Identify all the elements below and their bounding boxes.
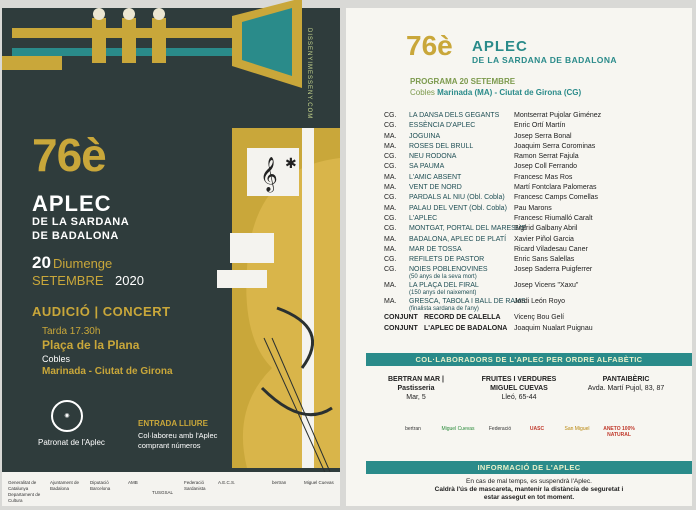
sardana-title: VENT DE NORD <box>409 184 462 192</box>
sardana-title: L'AMIC ABSENT <box>409 173 462 181</box>
programa-heading: PROGRAMA 20 SETEMBRE <box>410 77 516 86</box>
composer: Ramon Serrat Fajula <box>514 153 579 161</box>
program-row <box>384 224 684 234</box>
cobla: MA. <box>384 142 397 150</box>
cobla: CG. <box>384 266 397 274</box>
collaborator-name: BERTRAN MAR | Pastisseria <box>387 376 444 392</box>
collab-line-2: comprant números <box>138 441 201 450</box>
cobla: MA. <box>384 245 397 253</box>
composer: Vicenç Bou Gelí <box>514 314 565 322</box>
cobla: CG. <box>384 256 397 264</box>
cobla: CG. <box>384 153 397 161</box>
program-row <box>384 235 684 245</box>
event-place: Plaça de la Plana <box>42 338 140 352</box>
edition-number: 76è <box>406 30 453 61</box>
sponsor-logo: AMB <box>128 480 138 485</box>
sardana-note: (150 anys del naixement) <box>409 290 477 297</box>
program-panel <box>346 8 692 506</box>
svg-text:✱: ✱ <box>285 155 297 171</box>
info-bar: INFORMACIÓ DE L'APLEC <box>366 461 692 474</box>
sponsor-logo: San Miguel <box>564 426 590 432</box>
sponsor-logo: TUSGSAL <box>152 490 174 495</box>
cobla: MA. <box>384 173 397 181</box>
entrada-lliure: ENTRADA LLIURE <box>138 419 208 428</box>
aplec-title: APLEC <box>472 38 528 55</box>
cobles-prefix: Cobles <box>410 88 435 97</box>
collaborator-name: FRUITES I VERDURES MIGUEL CUEVAS <box>481 376 557 392</box>
program-row <box>384 313 684 323</box>
program-row <box>384 324 684 334</box>
composer: Josep Serra Bonal <box>514 132 572 140</box>
info-text <box>384 478 674 502</box>
collab-line-1: Col·laboreu amb l'Aplec <box>138 431 218 440</box>
cobla: MA. <box>384 132 397 140</box>
composer: Josep Coll Ferrando <box>514 163 578 171</box>
composer: Francesc Riumalló Caralt <box>514 214 593 222</box>
subtitle-line-2: DE BADALONA <box>32 230 119 242</box>
sardana-title: L'APLEC DE BADALONA <box>424 324 508 332</box>
audicio-concert: AUDICIÓ | CONCERT <box>32 304 171 319</box>
cobla: MA. <box>384 298 397 306</box>
cobla: CG. <box>384 214 397 222</box>
composer: Xavier Piñol Garcia <box>514 235 574 243</box>
program-row <box>384 297 684 313</box>
composer: Francesc Mas Ros <box>514 173 573 181</box>
sponsor-logo: UASC <box>529 426 545 432</box>
program-row <box>384 204 684 214</box>
sardana-title: ESSÈNCIA D'APLEC <box>409 122 476 130</box>
sardana-title: PARDALS AL NIU (Obl. Cobla) <box>409 194 505 202</box>
composer: Joaquim Nualart Puignau <box>514 324 593 332</box>
sponsor-logo: bertran <box>272 480 287 485</box>
collaborator <box>376 375 456 402</box>
cobles-names: Marinada (MA) - Ciutat de Girona (CG) <box>437 88 582 97</box>
composer: Jordi León Royo <box>514 298 565 306</box>
patronat-seal-icon: ◉ <box>51 400 83 432</box>
day-name: Diumenge <box>53 256 113 271</box>
info-line-2: Caldrà l'ús de mascareta, mantenir la distància de seguretat i <box>434 486 624 493</box>
cobla: CG. <box>384 122 397 130</box>
composer: Sigfrid Galbany Abril <box>514 225 578 233</box>
aplec-title: APLEC <box>32 191 112 216</box>
sardana-note: (50 anys de la seva mort) <box>409 274 477 281</box>
cobla: CG. <box>384 112 397 119</box>
collaborator-address: Lleó, 65-44 <box>501 394 537 401</box>
composer: Ricard Viladesau Caner <box>514 245 588 253</box>
subtitle-line-1: DE LA SARDANA <box>32 216 130 228</box>
cobla: MA. <box>384 184 397 192</box>
sardana-title: BADALONA, APLEC DE PLATÍ <box>409 235 507 243</box>
patronat-label: Patronat de l'Aplec <box>38 438 105 447</box>
program-row <box>384 245 684 255</box>
cobla: CONJUNT <box>384 314 418 322</box>
program-row <box>384 111 684 121</box>
sardana-title: LA DANSA DELS GEGANTS <box>409 112 500 119</box>
event-time: Tarda 17.30h <box>42 326 101 337</box>
sardana-title: GRESCA, TABOLA I BALL DE RAMS <box>409 298 526 306</box>
program-row <box>384 214 684 224</box>
sponsor-logo: Federació <box>488 426 512 432</box>
year: 2020 <box>115 273 144 288</box>
cobla: MA. <box>384 235 397 243</box>
composer: Montserrat Pujolar Giménez <box>514 112 602 119</box>
program-row <box>384 152 684 162</box>
program-row <box>384 121 684 131</box>
collaborators-bar: COL·LABORADORS DE L'APLEC PER ORDRE ALFABÈTIC <box>366 353 692 366</box>
sponsor-logo: Ajuntament de Badalona <box>50 480 80 491</box>
designer-credit: DISSENYIMESSENY.COM <box>306 28 312 120</box>
info-line-1: En cas de mal temps, es suspendrà l'Aplec. <box>466 478 592 485</box>
program-row <box>384 193 684 203</box>
composer: Francesc Camps Comellas <box>514 194 599 202</box>
sardana-title: MAR DE TOSSA <box>409 245 462 253</box>
sponsor-logo: ANETO 100% NATURAL <box>603 426 635 438</box>
cobles-line <box>410 88 581 97</box>
composer: Martí Fontclara Palomeras <box>514 184 597 192</box>
cobles-label: Cobles <box>42 354 71 364</box>
program-row <box>384 265 684 281</box>
sponsor-logo: Miguel Cuevas <box>441 426 475 432</box>
collaborator <box>576 375 676 393</box>
collaborator-address: Avda. Martí Pujol, 83, 87 <box>587 385 665 392</box>
edition-number: 76è <box>32 129 106 181</box>
collaborator-name: PANTAIBÈRIC <box>602 376 650 383</box>
cobles-names: Marinada - Ciutat de Girona <box>42 366 173 377</box>
sponsor-logo: A.E.C.S. <box>218 480 236 485</box>
sardana-title: ROSES DEL BRULL <box>409 142 474 150</box>
composer: Enric Ortí Martín <box>514 122 566 130</box>
sponsor-logo: bertran <box>405 426 421 432</box>
program-row <box>384 162 684 172</box>
composer: Enric Sans Salellas <box>514 256 575 264</box>
svg-text:𝄞: 𝄞 <box>260 157 278 192</box>
program-list <box>384 111 684 334</box>
day-number: 20 <box>32 253 51 272</box>
composer: Pau Marons <box>514 204 552 212</box>
program-row <box>384 281 684 297</box>
info-line-3: estar assegut en tot moment. <box>483 494 575 501</box>
sardana-title: PALAU DEL VENT (Obl. Cobla) <box>409 204 507 212</box>
aplec-subtitle: DE LA SARDANA DE BADALONA <box>472 55 617 65</box>
sardana-title: SA PAUMA <box>409 163 445 171</box>
cobla: MA. <box>384 282 397 290</box>
program-row <box>384 142 684 152</box>
sponsor-logo: Miguel Cuevas <box>304 480 334 485</box>
composer: Joaquim Serra Corominas <box>514 142 596 150</box>
sardana-title: RECORD DE CALELLA <box>424 314 501 322</box>
sardana-title: L'APLEC <box>409 214 438 222</box>
sardana-title: NEU RODONA <box>409 153 457 161</box>
cobla: CG. <box>384 194 397 202</box>
program-row <box>384 183 684 193</box>
collaborator <box>474 375 564 402</box>
program-row <box>384 173 684 183</box>
cobla: CG. <box>384 163 397 171</box>
sponsor-logo: Diputació Barcelona <box>90 480 111 491</box>
sardana-note: (finalista sardana de l'any) <box>409 306 479 313</box>
cobla: CG. <box>384 225 397 233</box>
cobla: CONJUNT <box>384 324 418 332</box>
composer: Josep Saderra Puigferrer <box>514 266 593 274</box>
sponsor-logo: Federació Sardanista <box>184 480 206 491</box>
cobla: MA. <box>384 204 397 212</box>
sardana-title: MONTGAT, PORTAL DEL MARESME <box>409 225 527 233</box>
poster-panel <box>2 8 340 506</box>
sardana-title: REFILETS DE PASTOR <box>409 256 485 264</box>
program-row <box>384 255 684 265</box>
composer: Josep Vicens "Xaxu" <box>514 282 579 290</box>
sardana-title: LA PLAÇA DEL FIRAL <box>409 282 479 290</box>
sardana-title: JOGUINA <box>409 132 441 140</box>
sardana-title: NOIES POBLENOVINES <box>409 266 488 274</box>
sponsor-logo: Generalitat de Catalunya Departament de Cultura <box>8 480 41 503</box>
collaborator-address: Mar, 5 <box>406 394 426 401</box>
month: SETEMBRE <box>32 273 104 288</box>
program-row <box>384 132 684 142</box>
